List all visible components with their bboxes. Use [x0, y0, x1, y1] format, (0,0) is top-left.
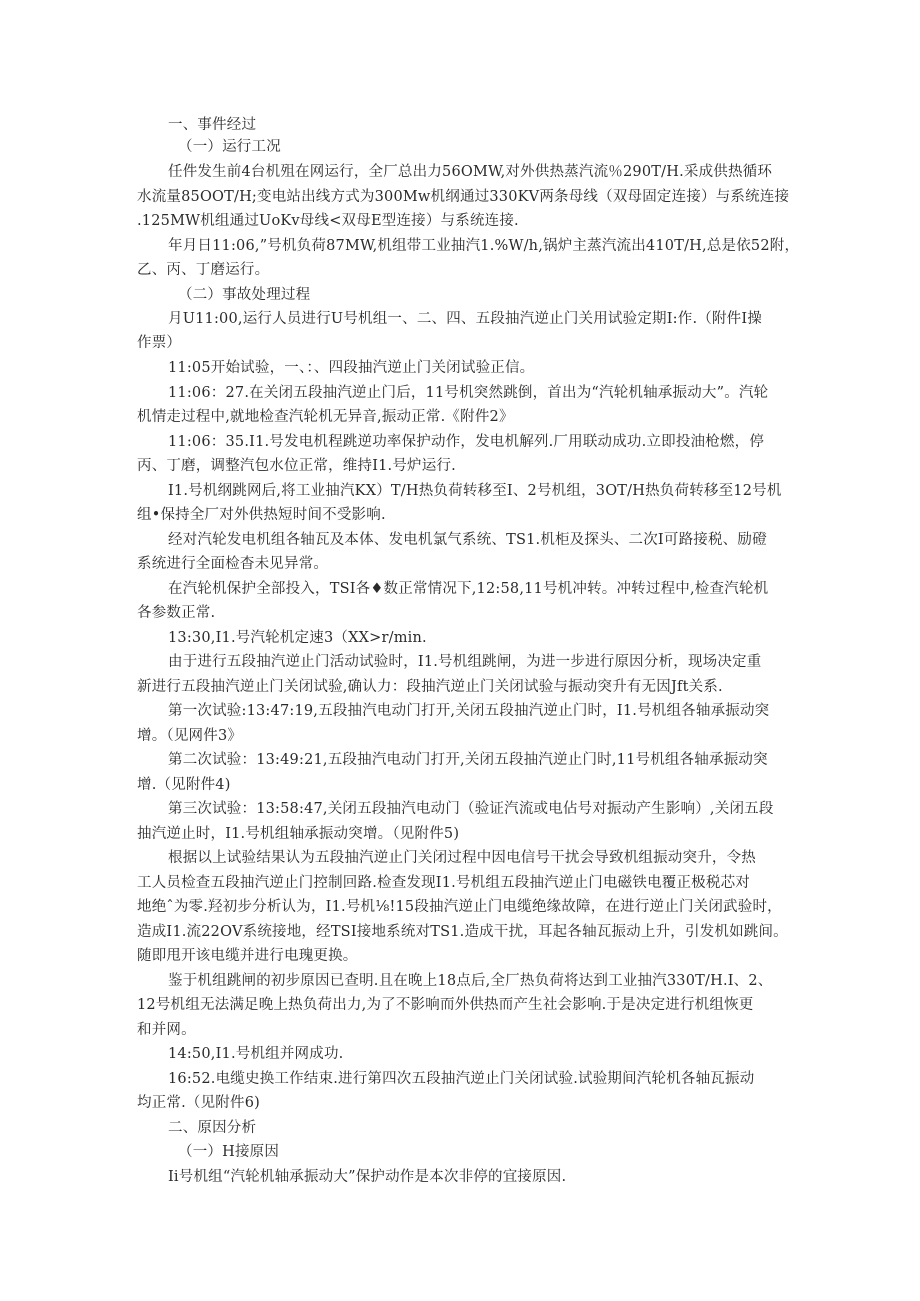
- paragraph-line: 机情走过程中,就地检查汽轮机无异音,振动正常.《附件2》: [137, 409, 514, 425]
- paragraph-line: 增.（见附件4): [137, 777, 231, 793]
- paragraph-line: 工人员检查五段抽汽逆止门控制回路.检查发现I1.号机组五段抽汽逆止门电磁铁电覆正极税芯对: [137, 875, 750, 891]
- paragraph-line: 组•保持全厂对外供热短时间不受影响.: [137, 507, 386, 523]
- paragraph-line: 11:05开始试验，一、：、四段抽汽逆止门关闭试验正信。: [168, 360, 535, 376]
- section-heading-cause-analysis: 二、原因分析: [168, 1120, 257, 1136]
- subsection-heading-handling-process: （二）事故处理过程: [178, 287, 311, 303]
- section-heading-event: 一、事件经过: [168, 117, 257, 133]
- paragraph-line: 11:06：35.I1.号发电机程跳逆功率保护动作，发电机解列.厂用联动成功.立即投油枪燃，停: [168, 434, 765, 450]
- paragraph-line: 16:52.电缆史换工作结束.进行第四次五段抽汽逆止门关闭试验.试验期间汽轮机各轴瓦振动: [168, 1071, 755, 1087]
- paragraph-line: 14:50,I1.号机组并网成功.: [168, 1046, 344, 1062]
- paragraph-line: Ii号机组“汽轮机轴承振动大”保护动作是本次非停的宜接原因.: [168, 1169, 567, 1185]
- paragraph-line: 各参数正常.: [137, 605, 216, 621]
- paragraph-line: 造成I1.流22OV系统接地，经TSI接地系统对TS1.造成干扰，耳起各轴瓦振动上升，引发机如跳间。: [137, 924, 788, 940]
- paragraph-line: 任件发生前4台机殂在网运行，全厂总出力56OMW,对外供热蒸汽流％290T/H.采成供热循环: [168, 164, 773, 180]
- paragraph-line: I1.号机纲跳网后,将工业抽汽KX）T/H热负荷转移至I、2号机组，3OT/H热负荷转移至12号机: [168, 483, 782, 499]
- paragraph-line: 丙、丁磨，调整汽包水位正常，维持I1.号炉运行.: [137, 458, 456, 474]
- paragraph-line: 增。（见网件3》: [137, 728, 243, 744]
- paragraph-line: 鉴于机组跳闸的初步原因已查明.且在晚上18点后,全厂热负荷将达到工业抽汽330T/H.I、2、: [168, 973, 773, 989]
- paragraph-line: 13:30,I1.号汽轮机定速3（XX>r/min.: [168, 630, 427, 646]
- paragraph-line: 在汽轮机保护全部投入，TSI各♦数正常情况下,12:58,11号机冲转。冲转过程中,检查汽轮机: [168, 581, 769, 597]
- paragraph-line: 均正常.（见附件6): [137, 1095, 260, 1111]
- paragraph-line: 随即甩开该电缆并进行电瑰更换。: [137, 948, 358, 964]
- paragraph-line: 和并网。: [137, 1022, 196, 1038]
- paragraph-line: 第一次试验:13:47:19,五段抽汽电动门打开,关闭五段抽汽逆止门时，I1.号机组各轴承振动突: [168, 703, 770, 719]
- paragraph-line: 月U11:00,运行人员进行U号机组一、二、四、五段抽汽逆止门关用试验定期I:作.（附件I操: [168, 311, 762, 327]
- paragraph-line: 第三次试验：13:58:47,关闭五段抽汽电动门（验证汽流或电佔号对振动产生影响）,关闭五段: [168, 801, 774, 817]
- paragraph-line: 系统进行全面检杳未见异常。: [137, 556, 329, 572]
- paragraph-line: 第二次试验：13:49:21,五段抽汽电动门打开,关闭五段抽汽逆止门时,11号机组各轴承振动突: [168, 752, 768, 768]
- subsection-heading-operating-conditions: （一）运行工况: [178, 139, 281, 155]
- paragraph-line: 作票）: [137, 335, 182, 351]
- paragraph-line: 乙、丙、丁磨运行。: [137, 262, 270, 278]
- paragraph-line: 年月日11:06,”号机负荷87MW,机组带工业抽汽1.%W/h,锅炉主蒸汽流出410T/H,总是依52附，: [168, 238, 800, 254]
- paragraph-line: .125MW机组通过UoKv母线<双母E型连接）与系统连接.: [137, 213, 519, 229]
- paragraph-line: 水流量85OOT/H;变电站出线方式为300Mw机纲通过330KV两条母线（双母固定连接）与系统连接: [137, 189, 790, 205]
- paragraph-line: 由于进行五段抽汽逆止门活动试验时，I1.号机组跳闸，为进一步进行原因分析，现场决定重: [168, 654, 762, 670]
- paragraph-line: 11:06：27.在关闭五段抽汽逆止门后，11号机突然跳倒，首出为“汽轮机轴承振动大”。汽轮: [168, 385, 769, 401]
- paragraph-line: 经对汽轮发电机组各轴瓦及本体、发电机氯气系统、TS1.机柜及探头、二次I可路接税、励磴: [168, 532, 767, 548]
- paragraph-line: 根据以上试验结果认为五段抽汽逆止门关闭过程中因电信号干扰会导致机组振动突升，令热: [168, 850, 756, 866]
- paragraph-line: 12号机组无法满足晚上热负荷出力,为了不影响而外供热而产生社会影响.于是决定进行机组恢更: [137, 997, 754, 1013]
- paragraph-line: 抽汽逆止时，I1.号机组轴承振动突增。（见附件5): [137, 826, 460, 842]
- paragraph-line: 地绝ˆ为零.羟初步分析认为，I1.号机⅛!15段抽汽逆止门电缆绝缘故障，在进行逆止门关闭武验时，: [137, 899, 782, 915]
- subsection-heading-direct-cause: （一）H接原因: [178, 1144, 280, 1160]
- paragraph-line: 新进行五段抽汽逆止门关闭试验,确认力：段抽汽逆止门关闭试验与振动突升有无因Jft关系.: [137, 679, 723, 695]
